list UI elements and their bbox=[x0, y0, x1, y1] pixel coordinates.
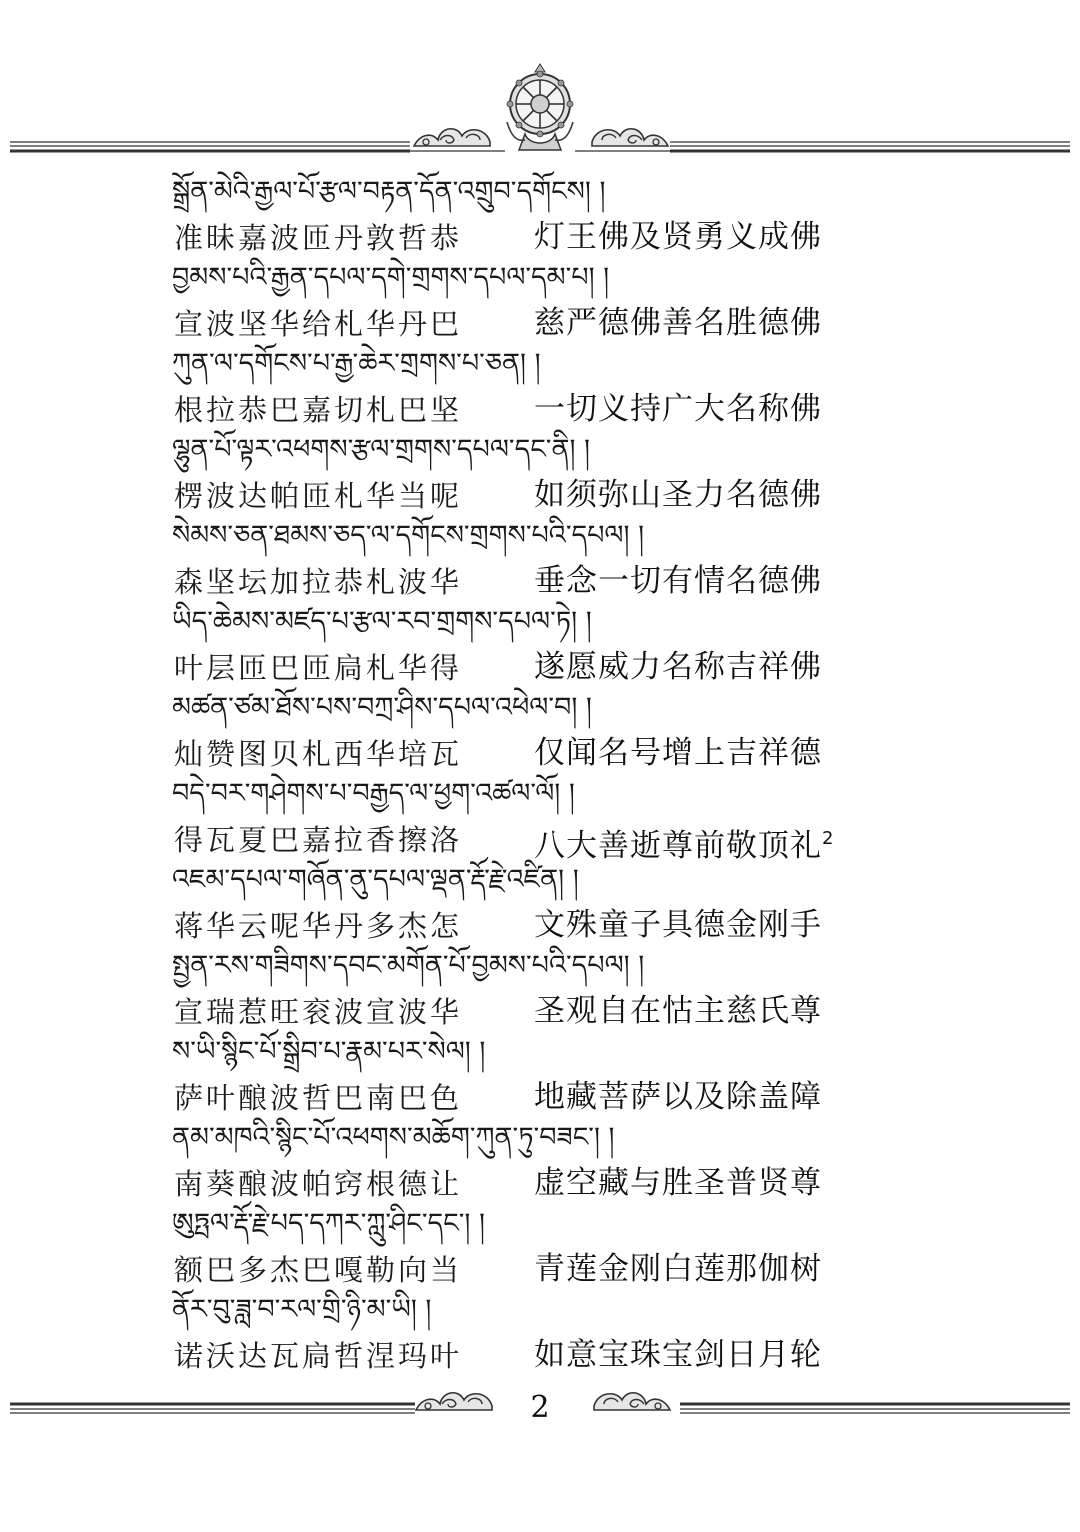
tibetan-line: ས་ཡི་སྙིང་པོ་སྒྲིབ་པ་རྣམ་པར་སེལ། ། bbox=[172, 1036, 486, 1067]
chinese-meaning: 灯王佛及贤勇义成佛 bbox=[534, 219, 822, 255]
tibetan-line: ནམ་མཁའི་སྙིང་པོ་འཕགས་མཆོག་ཀུན་ཏུ་བཟང་། ། bbox=[172, 1122, 615, 1153]
chinese-meaning-text: 八大善逝尊前敬顶礼 bbox=[534, 828, 822, 864]
transliteration-line: 宣波坚华给札华丹巴 bbox=[174, 307, 463, 341]
verse-12 bbox=[172, 1116, 872, 1202]
verse-5 bbox=[172, 514, 872, 600]
chinese-meaning: 地藏菩萨以及除盖障 bbox=[534, 1079, 822, 1115]
transliteration-line: 森坚坛加拉恭札波华 bbox=[174, 565, 463, 599]
verse-14 bbox=[172, 1288, 872, 1374]
cloud-scroll-icon bbox=[412, 1380, 496, 1416]
footnote-marker: 2 bbox=[822, 828, 834, 849]
verse-6 bbox=[172, 600, 872, 686]
chinese-meaning: 一切义持广大名称佛 bbox=[534, 391, 822, 427]
verse-10 bbox=[172, 944, 872, 1030]
chinese-meaning: 垂念一切有情名德佛 bbox=[534, 563, 822, 599]
tibetan-line: ལྷུན་པོ་ལྟར་འཕགས་རྩལ་གྲགས་དཔལ་དང་ནི། ། bbox=[172, 434, 591, 465]
transliteration-line: 灿赞图贝札西华培瓦 bbox=[174, 737, 463, 771]
transliteration-line: 蒋华云呢华丹多杰怎 bbox=[174, 909, 463, 943]
transliteration-line: 楞波达帕匝札华当呢 bbox=[174, 479, 463, 513]
tibetan-line: བྱམས་པའི་རྒྱན་དཔལ་དགེ་གྲགས་དཔལ་དམ་པ། ། bbox=[172, 262, 610, 293]
transliteration-line: 诺沃达瓦扃哲涅玛叶 bbox=[174, 1339, 463, 1373]
verses-container bbox=[172, 170, 872, 1380]
chinese-meaning: 虚空藏与胜圣普贤尊 bbox=[534, 1165, 822, 1201]
verse-3 bbox=[172, 342, 872, 428]
chinese-meaning: 文殊童子具德金刚手 bbox=[534, 907, 822, 943]
chinese-meaning: 如须弥山圣力名德佛 bbox=[534, 477, 822, 513]
verse-2 bbox=[172, 256, 872, 342]
chinese-meaning: 如意宝珠宝剑日月轮 bbox=[534, 1337, 822, 1373]
verse-7 bbox=[172, 686, 872, 772]
chinese-meaning: 圣观自在怙主慈氏尊 bbox=[534, 993, 822, 1029]
cloud-scroll-icon bbox=[590, 1380, 674, 1416]
cloud-scroll-icon bbox=[410, 116, 494, 152]
chinese-meaning: 仅闻名号增上吉祥德 bbox=[534, 735, 822, 771]
cloud-scroll-icon bbox=[588, 116, 672, 152]
transliteration-line: 南葵酿波帕窍根德让 bbox=[174, 1167, 463, 1201]
transliteration-line: 萨叶酿波哲巴南巴色 bbox=[174, 1081, 463, 1115]
tibetan-line: ཡིད་ཆེམས་མཛད་པ་རྩལ་རབ་གྲགས་དཔལ་ཏེ། ། bbox=[172, 606, 592, 637]
tibetan-line: བདེ་བར་གཤེགས་པ་བརྒྱད་ལ་ཕྱག་འཚལ་ལོ། ། bbox=[172, 778, 575, 809]
transliteration-line: 宣瑞惹旺衮波宣波华 bbox=[174, 995, 463, 1029]
verse-11 bbox=[172, 1030, 872, 1116]
transliteration-line: 准昧嘉波匝丹敦哲恭 bbox=[174, 221, 463, 255]
tibetan-line: སྤྱན་རས་གཟིགས་དབང་མགོན་པོ་བྱམས་པའི་དཔལ། ། bbox=[172, 950, 645, 981]
tibetan-line: སྒྲོན་མེའི་རྒྱལ་པོ་རྩལ་བརྟན་དོན་འགྲུབ་དགོངས། ། bbox=[172, 176, 606, 207]
verse-4 bbox=[172, 428, 872, 514]
verse-9 bbox=[172, 858, 872, 944]
transliteration-line: 额巴多杰巴嘎勒向当 bbox=[174, 1253, 463, 1287]
tibetan-line: ནོར་བུ་ཟླ་བ་རལ་གྲི་ཉི་མ་ཡི། ། bbox=[172, 1294, 432, 1325]
chinese-meaning: 遂愿威力名称吉祥佛 bbox=[534, 649, 822, 685]
transliteration-line: 叶层匝巴匝扃札华得 bbox=[174, 651, 463, 685]
transliteration-line: 根拉恭巴嘉切札巴坚 bbox=[174, 393, 463, 427]
verse-1 bbox=[172, 170, 872, 256]
tibetan-line: ཀུན་ལ་དགོངས་པ་རྒྱ་ཆེར་གྲགས་པ་ཅན། ། bbox=[172, 348, 541, 379]
tibetan-line: མཚན་ཙམ་ཐོས་པས་བཀྲ་ཤིས་དཔལ་འཕེལ་བ། ། bbox=[172, 692, 592, 723]
tibetan-line: ཨུཏྤལ་རྡོ་རྗེ་པད་དཀར་ཀླུ་ཤིང་དང་། ། bbox=[172, 1208, 485, 1239]
chinese-meaning: 青莲金刚白莲那伽树 bbox=[534, 1251, 822, 1287]
verse-13 bbox=[172, 1202, 872, 1288]
page-number: 2 bbox=[530, 1390, 550, 1425]
tibetan-line: འཇམ་དཔལ་གཞོན་ནུ་དཔལ་ལྡན་རྡོ་རྗེ་འཛིན། ། bbox=[172, 864, 579, 895]
transliteration-line: 得瓦夏巴嘉拉香擦洛 bbox=[174, 823, 463, 857]
verse-8 bbox=[172, 772, 872, 864]
tibetan-line: སེམས་ཅན་ཐམས་ཅད་ལ་དགོངས་གྲགས་པའི་དཔལ། ། bbox=[172, 520, 645, 551]
chinese-meaning: 慈严德佛善名胜德佛 bbox=[534, 305, 822, 341]
dharma-wheel-icon bbox=[495, 62, 585, 157]
